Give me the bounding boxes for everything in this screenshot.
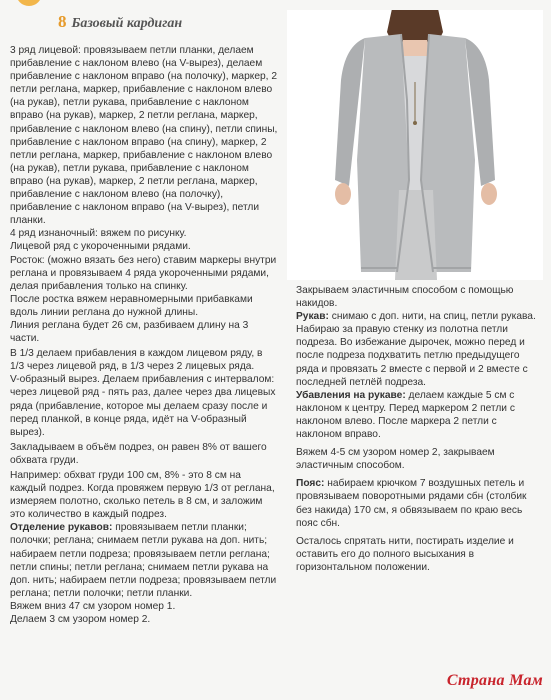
paragraph-knit-down: Вяжем вниз 47 см узором номер 1. bbox=[10, 600, 176, 612]
paragraph-sleeve bbox=[296, 310, 541, 389]
instructions-left-column bbox=[10, 44, 278, 626]
paragraph-cuff: Вяжем 4-5 см узором номер 2, закрываем эластичным способом. bbox=[296, 447, 495, 472]
cardigan-illustration bbox=[287, 10, 543, 280]
paragraph-sleeve-separation bbox=[10, 521, 278, 600]
paragraph-sprout: Росток: (можно вязать без него) ставим маркеры внутри реглана и провязываем 4 ряда укороченными рядами, делая прибавления только на спинку. bbox=[10, 254, 277, 292]
paragraph-raglan-line: Линия реглана будет 26 см, разбиваем длину на 3 части. bbox=[10, 319, 249, 345]
paragraph-bind-off: Закрываем эластичным способом с помощью накидов. bbox=[296, 285, 514, 310]
sleeve-label: Рукав: bbox=[296, 311, 329, 323]
section-number: 8 bbox=[58, 12, 67, 31]
belt-text: набираем крючком 7 воздушных петель и провязываем поворотными рядами сбн (столбик без накида) 170 см, я обвязываем по краю весь пояс сбн. bbox=[296, 478, 527, 529]
instructions-right-column bbox=[296, 284, 541, 574]
sleeve-decreases-label: Убавления на рукаве: bbox=[296, 389, 406, 401]
paragraph-v-neck: V-образный вырез. Делаем прибавления с интервалом: через лицевой ряд - пять раз, далее через два лицевых ряда (прибавление, которое мы делаем сразу после и перед планкой, в конце ряда, идёт на V-образный вырез). bbox=[10, 374, 276, 438]
paragraph-example: Например: обхват груди 100 см, 8% - это 8 см на каждый подрез. Когда провяжем первую 1/3 от реглана, измеряем полотно, сколько петель в 8 см, и заложим это количество в каждый подрез. bbox=[10, 470, 275, 521]
paragraph-thirds: В 1/3 делаем прибавления в каждом лицевом ряду, в 1/3 через лицевой ряд, в 1/3 через 2 лицевых ряда. bbox=[10, 348, 263, 373]
paragraph-pattern-2: Делаем 3 см узором номер 2. bbox=[10, 614, 151, 626]
paragraph-underarm: Закладываем в объём подрез, он равен 8% от вашего обхвата груди. bbox=[10, 441, 267, 466]
section-heading bbox=[58, 12, 182, 32]
watermark: Страна Мам bbox=[446, 672, 543, 689]
paragraph-sleeve-decreases bbox=[296, 389, 541, 441]
paragraph-belt bbox=[296, 477, 541, 529]
paragraph-row3: 3 ряд лицевой: провязываем петли планки, делаем прибавление с наклоном влево (на V-вырез), делаем прибавление с наклоном вправо (на полочку), маркер, 2 петли реглана, маркер, прибавление с наклоном влево (на рукав), петли рукава, прибавление с наклоном вправо (на рукав), маркер, 2 петли реглана, маркер, прибавление с наклоном влево (на спину), петли спины, прибавление с наклоном вправо (на спину), маркер, 2 петли реглана, маркер, прибавление с наклоном влево (на рукав), петли рукава, прибавление с наклоном вправо (на рукав), маркер, 2 петли реглана, маркер, прибавление с наклоном влево (на полочку), прибавление с наклоном вправо (на V-вырез), петли планки. bbox=[10, 45, 278, 227]
section-title: Базовый кардиган bbox=[71, 16, 183, 31]
sleeve-decreases-text: делаем каждые 5 см с наклоном к центру. Перед маркером 2 петли с наклоном влево. После маркера 2 петли с наклоном вправо. bbox=[296, 389, 515, 441]
cardigan-photo bbox=[287, 10, 543, 280]
sleeve-text: снимаю с доп. нити, на спиц, петли рукава. Набираю за правую стенку из полотна петли подреза. Во избежание дырочек, можно перед и после подреза подхватить петлю предыдущего ряда и провязать 2 вместе с первой и 2 вместе с последней петлёй подреза. bbox=[296, 311, 536, 388]
paragraph-row4: 4 ряд изнаночный: вяжем по рисунку. bbox=[10, 228, 187, 240]
paragraph-after-sprout: После ростка вяжем неравномерными прибавками вдоль линии реглана до нужной длины. bbox=[10, 293, 253, 318]
paragraph-finishing: Осталось спрятать нити, постирать изделие и оставить его до полного высыхания в горизонтальном положении. bbox=[296, 535, 514, 573]
sleeve-separation-label: Отделение рукавов: bbox=[10, 522, 113, 534]
paragraph-short-rows: Лицевой ряд с укороченными рядами. bbox=[10, 241, 191, 253]
belt-label: Пояс: bbox=[296, 478, 325, 490]
logo-dot bbox=[16, 0, 42, 6]
sleeve-separation-text: провязываем петли планки; полочки; реглана; снимаем петли рукава на доп. нить; набираем петли подреза; провязываем петли реглана; петли спины; петли реглана; снимаем петли рукава на доп. нить; набираем петли подреза; провязываем петли реглана; петли полочки; петли планки. bbox=[10, 522, 277, 599]
